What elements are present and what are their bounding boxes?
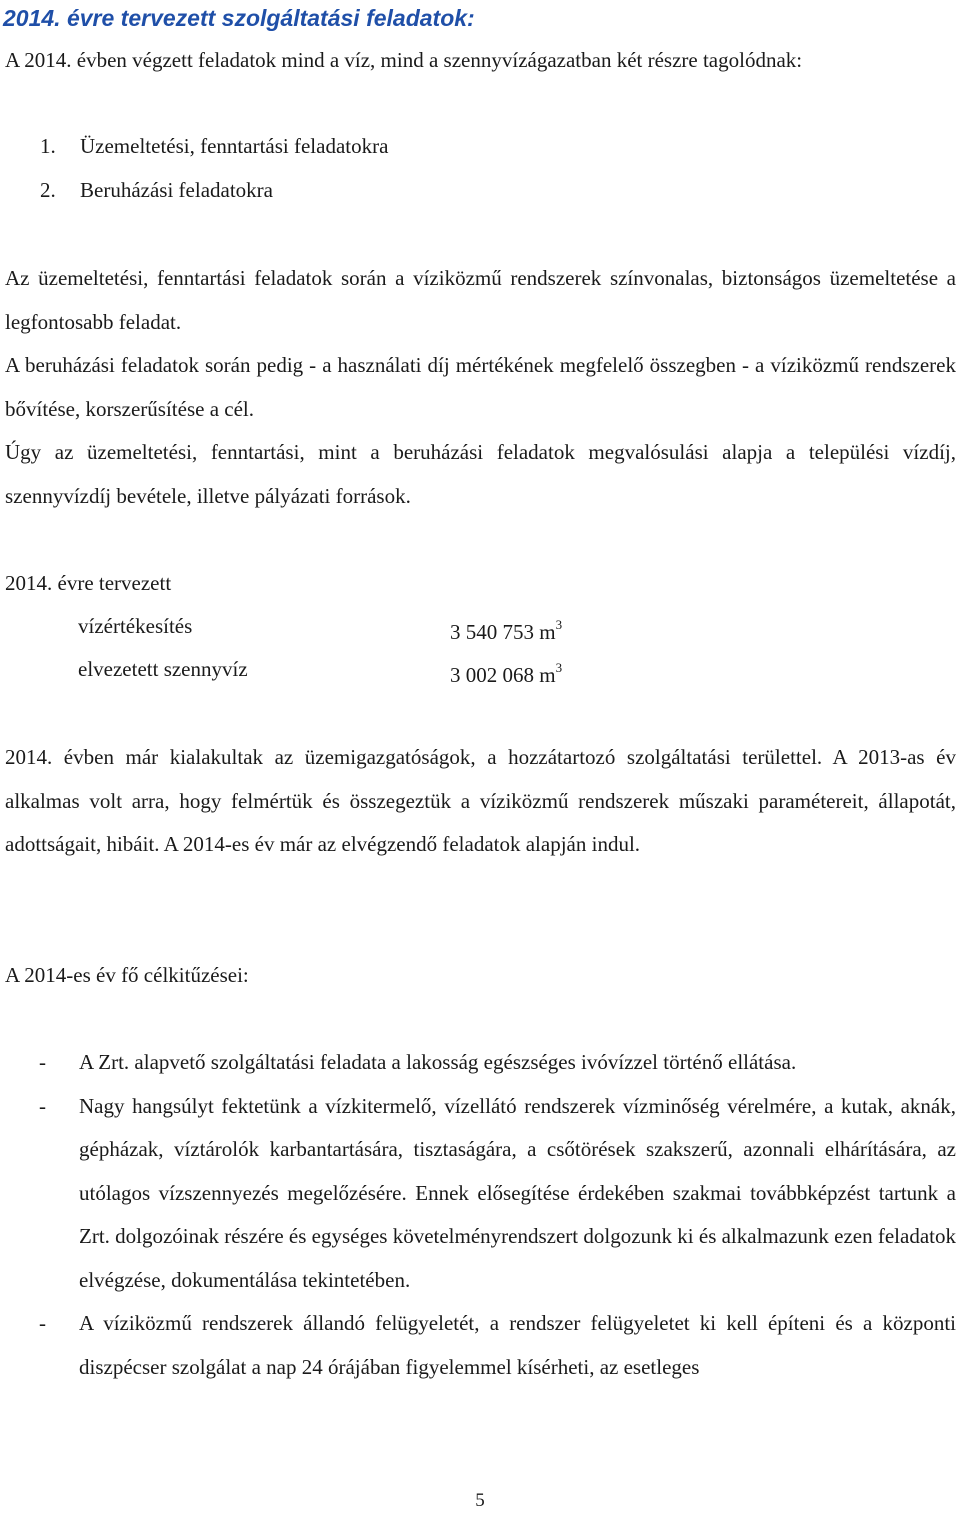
bullet-dash: -: [39, 1093, 46, 1118]
list-item: [40, 169, 273, 213]
section-title: 2014. évre tervezett szolgáltatási feladatok:: [3, 5, 475, 31]
paragraph-investments: A beruházási feladatok során pedig - a használati díj mértékének megfelelő összegben - a víziközmű rendszerek bővítése, korszerűsítése a cél.: [5, 353, 956, 421]
goal-item: [5, 1302, 956, 1389]
planned-row-value: 3 002 068 $m^3$: [450, 660, 563, 687]
page-number: 5: [475, 1490, 485, 1511]
goal-text: Nagy hangsúlyt fektetünk a vízkitermelő, vízellátó rendszerek vízminőség vérelmére, a kutak, aknák, gépházak, víztárolók karbantartására, tisztaságára, a csőtörések szakszerű, azonnali elhárítására, az utólagos vízszennyezés megelőzésére. Ennek elősegítése érdekében szakmai továbbképzést tartunk a Zrt. dolgozóinak részére és egységes követelményrendszert dolgozunk ki és alkalmazunk ezen feladatok elvégzése, dokumentálása tekintetében.: [79, 1093, 956, 1292]
paragraph-funding: Úgy az üzemeltetési, fenntartási, mint a beruházási feladatok megvalósulási alapja a települési vízdíj, szennyvízdíj bevétele, illetve pályázati források.: [5, 440, 956, 508]
planned-row-label: vízértékesítés: [78, 614, 193, 638]
intro-paragraph: A 2014. évben végzett feladatok mind a víz, mind a szennyvízágazatban két részre tagolódnak:: [5, 48, 803, 72]
goal-text: A Zrt. alapvető szolgáltatási feladata a lakosság egészséges ivóvízzel történő ellátása.: [79, 1050, 797, 1074]
goals-list: [5, 1041, 956, 1389]
list-item: [40, 125, 388, 169]
goal-text: A víziközmű rendszerek állandó felügyeletét, a rendszer felügyeletet ki kell építeni és a központi diszpécser szolgálat a nap 24 órájában figyelemmel kísérheti, az esetleges: [79, 1311, 956, 1379]
planned-heading: 2014. évre tervezett: [5, 571, 172, 595]
goals-heading: A 2014-es év fő célkitűzései:: [5, 963, 249, 987]
planned-row-label: elvezetett szennyvíz: [78, 657, 248, 681]
list-number: 1.: [40, 134, 56, 158]
bullet-dash: -: [39, 1050, 46, 1074]
paragraph-operations: Az üzemeltetési, fenntartási feladatok során a víziközmű rendszerek színvonalas, biztonságos üzemeltetése a legfontosabb feladat.: [5, 266, 956, 334]
goal-item: [5, 1041, 956, 1085]
bullet-dash: -: [39, 1311, 46, 1335]
list-text: Üzemeltetési, fenntartási feladatokra: [80, 134, 389, 158]
list-text: Beruházási feladatokra: [80, 178, 273, 202]
planned-row-value: 3 540 753 $m^3$: [450, 617, 563, 644]
paragraph-directorates: 2014. évben már kialakultak az üzemigazgatóságok, a hozzátartozó szolgáltatási területtel. A 2013-as év alkalmas volt arra, hogy felmértük és összegeztük a víziközmű rendszerek műszaki paramétereit, állapotát, adottságait, hibáit. A 2014-es év már az elvégzendő feladatok alapján indul.: [5, 745, 956, 856]
goal-item: [5, 1085, 956, 1303]
list-number: 2.: [40, 178, 56, 202]
